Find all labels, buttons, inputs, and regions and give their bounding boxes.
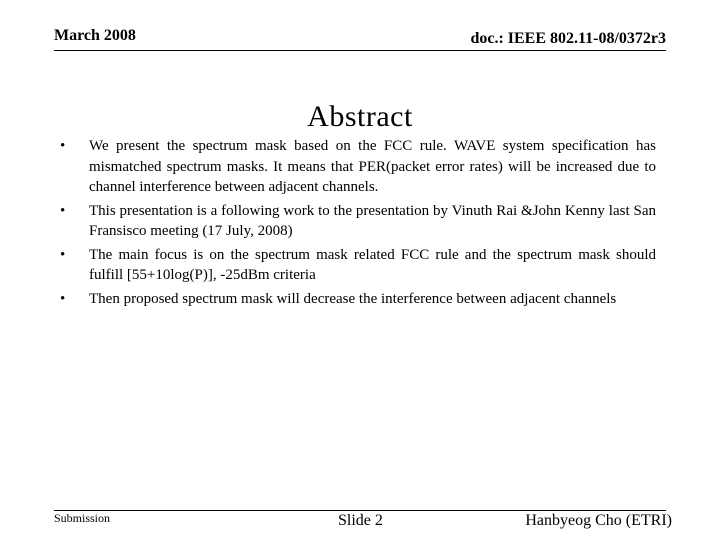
bullet-list [60, 136, 656, 312]
bullet-icon: • [60, 290, 66, 307]
footer-slide-number: Slide 2 [338, 512, 383, 529]
bullet-item [60, 245, 656, 286]
footer-submission: Submission [54, 511, 111, 525]
header-divider [54, 50, 666, 51]
slide-title: Abstract [307, 100, 413, 134]
header-date: March 2008 [54, 27, 136, 44]
bullet-text: We present the spectrum mask based on the FCC rule. WAVE system specification has mismatched spectrum masks. It means that PER(packet error rates) will be increased due to channel interference between adjacent channels. [89, 138, 656, 195]
footer-author: Hanbyeog Cho (ETRI) [525, 512, 672, 529]
bullet-item [60, 201, 656, 242]
bullet-icon: • [60, 246, 66, 263]
footer-divider [54, 510, 666, 511]
bullet-icon: • [60, 202, 66, 219]
bullet-text: Then proposed spectrum mask will decrease the interference between adjacent channels [89, 290, 617, 307]
header-doc-id: doc.: IEEE 802.11-08/0372r3 [470, 30, 666, 47]
bullet-text: This presentation is a following work to the presentation by Vinuth Rai &John Kenny last San Fransisco meeting (17 July, 2008) [89, 202, 656, 239]
bullet-icon: • [60, 138, 66, 154]
bullet-text: The main focus is on the spectrum mask related FCC rule and the spectrum mask should fulfill [55+10log(P)], -25dBm criteria [89, 246, 656, 283]
bullet-item [60, 289, 656, 310]
bullet-item [60, 136, 656, 198]
